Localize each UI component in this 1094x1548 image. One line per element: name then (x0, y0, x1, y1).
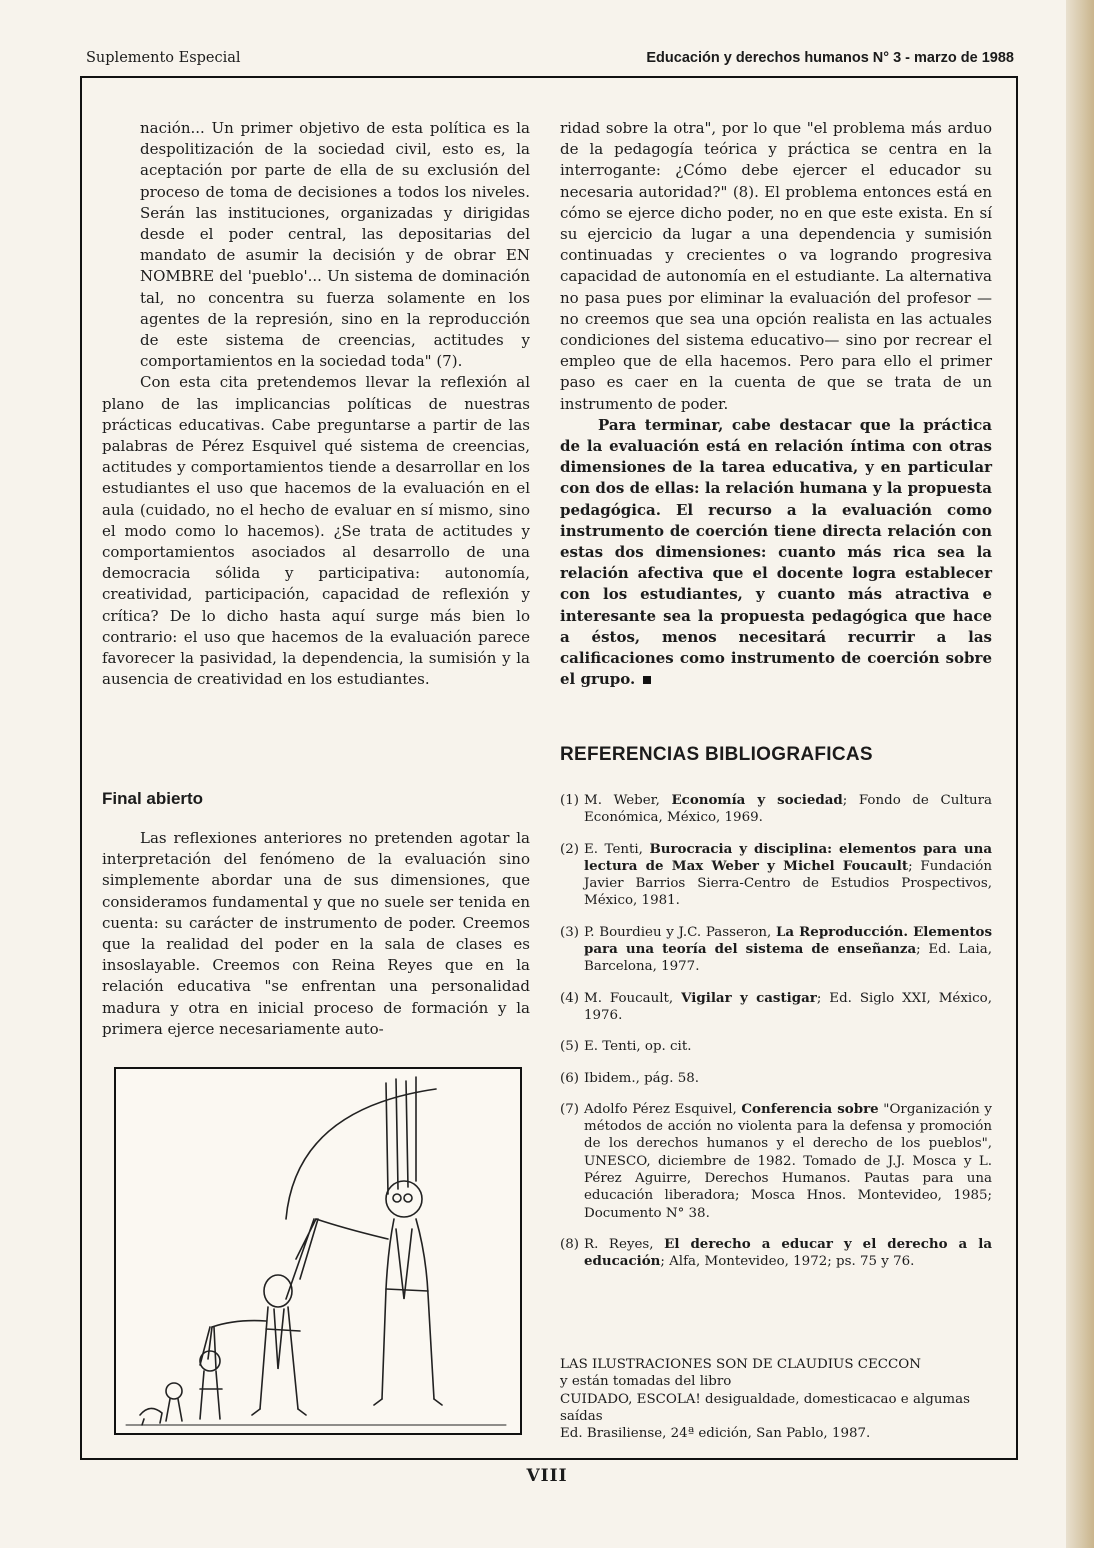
reference-title: El derecho a educar y el derecho a la educación (584, 1235, 992, 1270)
references-title: REFERENCIAS BIBLIOGRAFICAS (560, 744, 873, 765)
body-paragraph: Las reflexiones anteriores no pretenden agotar la interpretación del fenómeno de la evaluación sino simplemente abordar una de sus dimensiones, que consideramos fundamental y que no suele ser tenida en cuenta: su carácter de instrumento de poder. Creemos que la realidad del poder en la sala de clases es insoslayable. Creemos con Reina Reyes que en la relación educativa "se enfrentan una personalidad madura y otra en inicial proceso de formación y la primera ejerce necesariamente auto- (102, 829, 530, 1038)
reference-title: Economía y sociedad (671, 792, 843, 808)
reference-number: (7) (560, 1101, 579, 1117)
reference-title: Conferencia sobre (741, 1100, 879, 1117)
reference-details: ; Ed. Siglo XXI, México, 1976. (584, 990, 992, 1023)
reference-title: Vigilar y castigar (681, 989, 817, 1006)
reference-author: Ibidem., pág. 58. (584, 1070, 700, 1086)
reference-author: M. Weber, (584, 793, 672, 808)
reference-author: Adolfo Pérez Esquivel, (584, 1101, 742, 1117)
end-of-article-mark (643, 676, 651, 684)
credits-line: CUIDADO, ESCOLA! desigualdade, domesticacao e algumas saídas (560, 1391, 970, 1424)
reference-author: M. Foucault, (584, 990, 682, 1006)
reference-item (560, 924, 992, 976)
left-column-top (102, 118, 530, 690)
reference-item (560, 1070, 992, 1087)
reference-item (560, 792, 992, 827)
page-edge (1066, 0, 1094, 1548)
reference-number: (2) (560, 841, 579, 857)
references-list (560, 792, 992, 1285)
reference-details: ; Ed. Laia, Barcelona, 1977. (584, 942, 992, 975)
right-column-top (560, 118, 992, 690)
section-title-final-abierto: Final abierto (102, 789, 204, 808)
reference-author: R. Reyes, (584, 1236, 665, 1252)
closing-paragraph-text: Para terminar, cabe destacar que la práctica de la evaluación está en relación íntima con otras dimensiones de la tarea educativa, y en particular con dos de ellas: la relación humana y la propuesta pedagógica. El recurso a la evaluación como instrumento de coerción tiene directa relación con estas dos dimensiones: cuanto más rica sea la relación afectiva que el docente logra establecer con los estudiantes, y cuanto más atractiva e interesante sea la propuesta pedagógica que hace a éstos, menos necesitará recurrir a las calificaciones como instrumento de coerción sobre el grupo. (560, 415, 992, 689)
illustration-credits (560, 1356, 992, 1442)
reference-title: Burocracia y disciplina: elementos para una lectura de Max Weber y Michel Foucault (584, 840, 992, 874)
cartoon-illustration (114, 1067, 522, 1435)
reference-author: E. Tenti, op. cit. (584, 1039, 692, 1055)
reference-number: (6) (560, 1070, 579, 1086)
reference-number: (5) (560, 1039, 579, 1055)
credits-line: LAS ILUSTRACIONES SON DE CLAUDIUS CECCON (560, 1357, 921, 1372)
reference-author: E. Tenti, (584, 841, 650, 857)
body-paragraph-closing (560, 415, 992, 691)
reference-item (560, 1236, 992, 1271)
credits-line: y están tomadas del libro (560, 1374, 732, 1390)
reference-number: (8) (560, 1236, 579, 1252)
reference-item (560, 990, 992, 1025)
credits-line: Ed. Brasiliense, 24ª edición, San Pablo, 1987. (560, 1426, 871, 1442)
body-paragraph: ridad sobre la otra", por lo que "el problema más arduo de la pedagogía teórica y práctica se centra en la interrogante: ¿Cómo debe ejercer el educador su necesaria autoridad?" (8). El problema entonces está en cómo se ejerce dicho poder, no en que este exista. En sí su ejercicio da lugar a una dependencia y sumisión continuadas y crecientes o va logrando progresiva capacidad de autonomía en el estudiante. La alternativa no pasa pues por eliminar la evaluación del profesor —no creemos que sea una opción realista en las actuales condiciones del sistema educativo— sino por recrear el empleo que de ella hacemos. Pero para ello el primer paso es caer en la cuenta de que se trata de un instrumento de poder. (560, 119, 992, 413)
header-right: Educación y derechos humanos N° 3 - marzo de 1988 (646, 50, 1014, 66)
quote-paragraph: nación... Un primer objetivo de esta política es la despolitización de la sociedad civil, esto es, la aceptación por parte de ella de su exclusión del proceso de toma de decisiones a todos los niveles. Serán las instituciones, organizadas y dirigidas desde el poder central, las depositarias del mandato de asumir la decisión y de obrar EN NOMBRE del 'pueblo'... Un sistema de dominación tal, no concentra su fuerza solamente en los agentes de la represión, sino en la reproducción de este sistema de creencias, actitudes y comportamientos en la sociedad toda" (7). (140, 119, 530, 371)
page-number: VIII (526, 1466, 568, 1486)
reference-details: ; Fondo de Cultura Económica, México, 1969. (584, 793, 992, 826)
reference-details: ; Fundación Javier Barrios Sierra-Centro de Estudios Prospectivos, México, 1981. (584, 858, 992, 909)
reference-number: (4) (560, 990, 579, 1006)
reference-item (560, 841, 992, 910)
body-paragraph: Con esta cita pretendemos llevar la reflexión al plano de las implicancias políticas de nuestras prácticas educativas. Cabe preguntarse a partir de las palabras de Pérez Esquivel qué sistema de creencias, actitudes y comportamientos tiende a desarrollar en los estudiantes el uso que hacemos de la evaluación en el aula (cuidado, no el hecho de evaluar en sí mismo, sino el modo como lo hacemos). ¿Se trata de actitudes y comportamientos asociados al desarrollo de una democracia sólida y participativa: autonomía, creatividad, participación, capacidad de reflexión y crítica? De lo dicho hasta aquí surge más bien lo contrario: el uso que hacemos de la evaluación parece favorecer la pasividad, la dependencia, la sumisión y la ausencia de creatividad en los estudiantes. (102, 373, 530, 689)
reference-author: P. Bourdieu y J.C. Passeron, (584, 924, 776, 940)
reference-details: "Organización y métodos de acción no violenta para la defensa y promoción de los derechos humanos y el derecho de los pueblos", UNESCO, diciembre de 1982. Tomado de J.J. Mosca y L. Pérez Aguirre, Derechos Humanos. Pautas para una educación liberadora; Mosca Hnos. Montevideo, 1985; Documento N° 38. (584, 1101, 992, 1221)
reference-number: (1) (560, 793, 579, 808)
puppet-cartoon-image (116, 1069, 520, 1433)
reference-title: La Reproducción. Elementos para una teoría del sistema de enseñanza (584, 923, 992, 958)
reference-item (560, 1101, 992, 1222)
left-column-bottom (102, 828, 530, 1040)
reference-details: ; Alfa, Montevideo, 1972; ps. 75 y 76. (660, 1254, 915, 1270)
header-left: Suplemento Especial (86, 50, 241, 66)
reference-item (560, 1038, 992, 1055)
reference-number: (3) (560, 924, 579, 940)
running-header (86, 50, 1014, 66)
